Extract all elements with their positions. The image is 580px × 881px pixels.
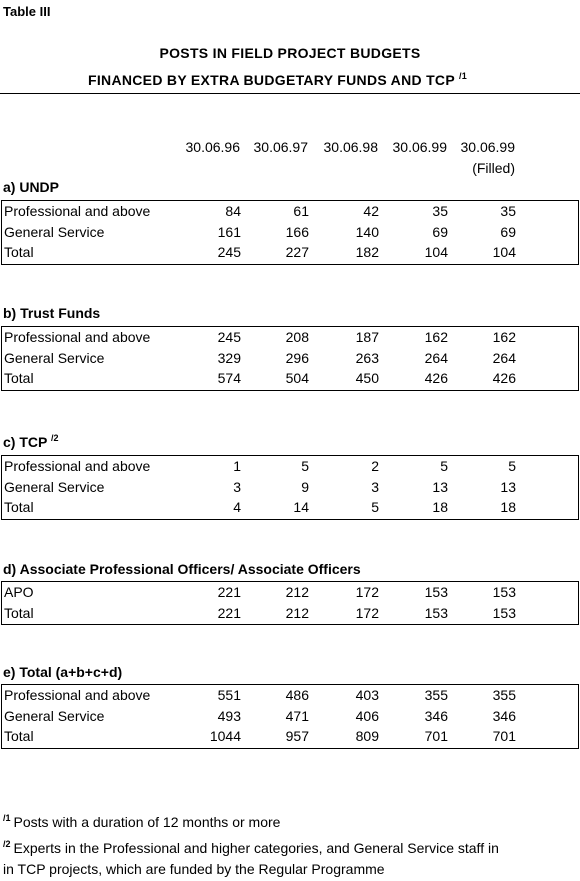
table-row — [2, 242, 578, 263]
row-value: 426 — [424, 370, 448, 387]
row-label: General Service — [4, 223, 105, 240]
table-row — [2, 368, 578, 389]
section-table — [1, 326, 579, 391]
row-value: 18 — [432, 499, 448, 516]
row-value: 187 — [355, 329, 379, 345]
title-rule — [0, 93, 580, 94]
row-value: 162 — [424, 329, 448, 345]
row-value: 264 — [424, 349, 448, 366]
footnote-mark: /1 — [3, 813, 11, 823]
section-table — [1, 200, 579, 265]
section-footnote-mark: /2 — [50, 433, 59, 443]
section-table — [1, 455, 579, 520]
row-label: Professional and above — [4, 203, 151, 219]
footnote-line — [3, 840, 499, 856]
row-value: 471 — [285, 707, 309, 724]
row-value: 574 — [217, 370, 241, 387]
row-label: General Service — [4, 707, 105, 724]
row-value: 35 — [500, 203, 516, 219]
table-row — [2, 477, 578, 498]
row-value: 153 — [492, 584, 516, 600]
row-value: 69 — [432, 223, 448, 240]
row-value: 245 — [217, 244, 241, 261]
row-value: 3 — [371, 478, 379, 495]
row-value: 809 — [355, 728, 379, 745]
row-value: 355 — [424, 687, 448, 703]
row-value: 182 — [355, 244, 379, 261]
row-value: 161 — [217, 223, 241, 240]
table-row — [2, 726, 578, 747]
column-header: 30.06.97 — [253, 139, 308, 155]
row-label: Professional and above — [4, 329, 151, 345]
table-row — [2, 603, 578, 624]
row-label: Total — [4, 499, 34, 516]
row-value: 701 — [492, 728, 516, 745]
row-value: 221 — [217, 584, 241, 600]
row-value: 69 — [500, 223, 516, 240]
row-label: General Service — [4, 478, 105, 495]
row-value: 5 — [508, 458, 516, 474]
row-value: 551 — [217, 687, 241, 703]
row-value: 3 — [233, 478, 241, 495]
page-title-line1: POSTS IN FIELD PROJECT BUDGETS — [159, 45, 421, 61]
row-value: 346 — [424, 707, 448, 724]
footnote-line — [3, 814, 280, 830]
row-value: 14 — [293, 499, 309, 516]
row-value: 42 — [363, 203, 379, 219]
filled-note: (Filled) — [472, 160, 515, 176]
row-value: 1 — [233, 458, 241, 474]
row-value: 426 — [492, 370, 516, 387]
row-label: APO — [4, 584, 34, 600]
row-value: 140 — [355, 223, 379, 240]
title-footnote-mark: /1 — [458, 71, 468, 81]
row-value: 13 — [432, 478, 448, 495]
row-value: 212 — [285, 584, 309, 600]
row-value: 153 — [424, 604, 448, 621]
row-value: 2 — [371, 458, 379, 474]
row-label: Professional and above — [4, 687, 151, 703]
footnote-mark: /2 — [3, 839, 11, 849]
section-title-text: b) Trust Funds — [3, 305, 101, 321]
table-label: Table III — [3, 4, 51, 19]
section-title-text: c) TCP — [3, 434, 48, 450]
row-label: Total — [4, 244, 34, 261]
row-value: 1044 — [209, 728, 241, 745]
row-value: 346 — [492, 707, 516, 724]
row-value: 4 — [233, 499, 241, 516]
row-value: 208 — [285, 329, 309, 345]
column-header: 30.06.98 — [323, 139, 378, 155]
row-value: 18 — [500, 499, 516, 516]
row-value: 35 — [432, 203, 448, 219]
table-row — [2, 327, 578, 348]
row-value: 406 — [355, 707, 379, 724]
row-value: 329 — [217, 349, 241, 366]
table-row — [2, 201, 578, 222]
row-value: 172 — [355, 604, 379, 621]
section-title — [3, 305, 100, 321]
row-value: 493 — [217, 707, 241, 724]
row-value: 355 — [492, 687, 516, 703]
row-label: Total — [4, 728, 34, 745]
table-row — [2, 582, 578, 603]
row-value: 9 — [301, 478, 309, 495]
row-value: 5 — [440, 458, 448, 474]
row-value: 153 — [492, 604, 516, 621]
row-value: 296 — [285, 349, 309, 366]
row-value: 104 — [424, 244, 448, 261]
table-row — [2, 222, 578, 243]
section-title — [3, 561, 361, 577]
column-header: 30.06.99 — [460, 139, 515, 155]
row-value: 504 — [285, 370, 309, 387]
row-value: 227 — [285, 244, 309, 261]
table-row — [2, 685, 578, 706]
row-value: 957 — [285, 728, 309, 745]
row-label: General Service — [4, 349, 105, 366]
row-value: 172 — [355, 584, 379, 600]
section-table — [1, 684, 579, 749]
row-label: Total — [4, 370, 34, 387]
footnote-text: in TCP projects, which are funded by the Regular Programme — [3, 861, 385, 877]
row-value: 153 — [424, 584, 448, 600]
page-title-line2-text: FINANCED BY EXTRA BUDGETARY FUNDS AND TCP — [88, 72, 455, 88]
section-table — [1, 581, 579, 625]
row-value: 403 — [355, 687, 379, 703]
row-value: 61 — [293, 203, 309, 219]
column-header: 30.06.96 — [185, 139, 240, 155]
row-label: Total — [4, 604, 34, 621]
section-title — [3, 664, 122, 680]
row-value: 263 — [355, 349, 379, 366]
row-value: 166 — [285, 223, 309, 240]
section-title-text: e) Total (a+b+c+d) — [3, 664, 123, 680]
row-value: 450 — [355, 370, 379, 387]
row-value: 221 — [217, 604, 241, 621]
section-title-text: d) Associate Professional Officers/ Associate Officers — [3, 561, 361, 577]
row-value: 701 — [424, 728, 448, 745]
footnote-line — [3, 861, 385, 877]
row-label: Professional and above — [4, 458, 151, 474]
row-value: 245 — [217, 329, 241, 345]
row-value: 264 — [492, 349, 516, 366]
table-row — [2, 706, 578, 727]
section-title-text: a) UNDP — [3, 179, 60, 195]
footnote-text: Experts in the Professional and higher categories, and General Service staff in — [13, 840, 499, 856]
row-value: 13 — [500, 478, 516, 495]
table-row — [2, 348, 578, 369]
footnote-text: Posts with a duration of 12 months or more — [13, 814, 281, 830]
table-row — [2, 497, 578, 518]
section-title — [3, 179, 59, 195]
row-value: 212 — [285, 604, 309, 621]
row-value: 486 — [285, 687, 309, 703]
section-title — [3, 434, 59, 450]
table-row — [2, 456, 578, 477]
row-value: 162 — [492, 329, 516, 345]
row-value: 104 — [492, 244, 516, 261]
row-value: 5 — [301, 458, 309, 474]
column-header: 30.06.99 — [392, 139, 447, 155]
page-title-line2 — [88, 72, 467, 88]
row-value: 5 — [371, 499, 379, 516]
row-value: 84 — [225, 203, 241, 219]
